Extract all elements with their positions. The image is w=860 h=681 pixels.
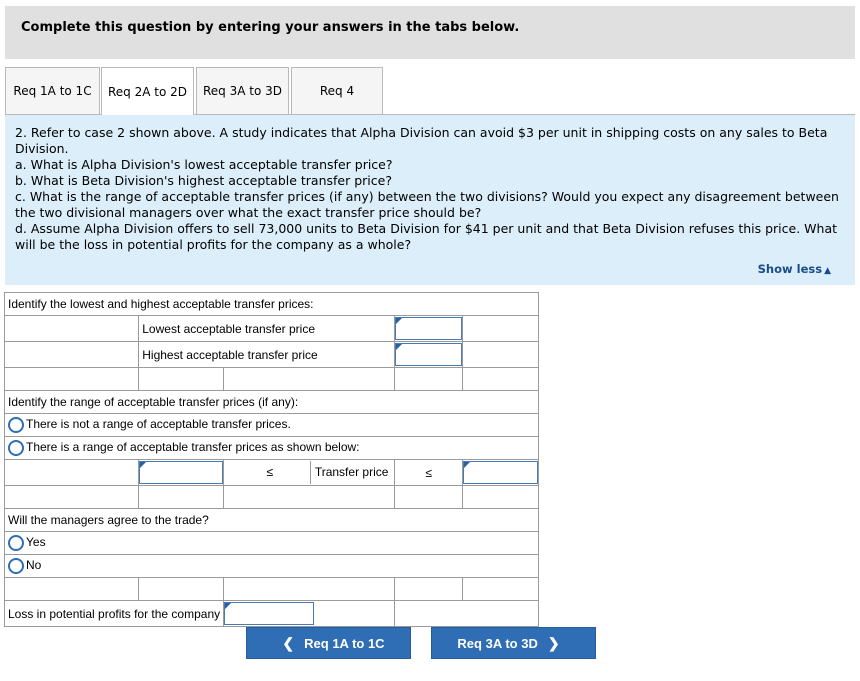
show-less-link[interactable] bbox=[758, 262, 831, 276]
yes-radio[interactable] bbox=[8, 535, 24, 551]
no-radio[interactable] bbox=[8, 558, 24, 574]
section1-title: Identify the lowest and highest acceptable transfer prices: bbox=[5, 293, 539, 316]
transfer-price-label: Transfer price bbox=[310, 461, 389, 484]
spacer-row bbox=[5, 368, 539, 391]
leq-symbol-right: ≤ bbox=[395, 460, 463, 486]
no-row bbox=[5, 555, 539, 578]
chevron-left-icon: ❮ bbox=[282, 634, 295, 651]
question-part-c: c. What is the range of acceptable transfer prices (if any) between the two divisions? Would you expect any disagreement between the two divisional managers over what the exact transfer price should be? bbox=[15, 189, 839, 220]
tab-req-2a-2d[interactable] bbox=[101, 67, 194, 115]
yes-label: Yes bbox=[26, 535, 46, 550]
next-req-button[interactable] bbox=[431, 627, 596, 659]
question-intro: 2. Refer to case 2 shown above. A study indicates that Alpha Division can avoid $3 per unit in shipping costs on any sales to Beta Division. bbox=[15, 125, 828, 156]
chevron-right-icon: ❯ bbox=[547, 634, 560, 651]
loss-label: Loss in potential profits for the company bbox=[5, 601, 224, 627]
tab-label: Req 2A to 2D bbox=[107, 84, 187, 99]
section3-title: Will the managers agree to the trade? bbox=[5, 509, 539, 532]
highest-price-row bbox=[5, 342, 539, 368]
instruction-banner bbox=[5, 6, 855, 59]
section3-title-row bbox=[5, 509, 539, 532]
range-label: There is a range of acceptable transfer prices as shown below: bbox=[26, 440, 360, 455]
highest-price-label: Highest acceptable transfer price bbox=[139, 342, 395, 368]
question-part-d: d. Assume Alpha Division offers to sell 73,000 units to Beta Division for $41 per unit and that Beta Division refuses this price. What will be the loss in potential profits for the company as a whole? bbox=[15, 221, 838, 252]
section2-title: Identify the range of acceptable transfer prices (if any): bbox=[5, 391, 539, 414]
range-high-input[interactable] bbox=[463, 461, 538, 484]
lowest-price-row bbox=[5, 316, 539, 342]
tab-req-3a-3d[interactable] bbox=[196, 67, 289, 114]
question-part-a: a. What is Alpha Division's lowest acceptable transfer price? bbox=[15, 157, 393, 172]
tab-label: Req 4 bbox=[319, 84, 355, 98]
loss-input[interactable] bbox=[224, 602, 314, 625]
no-range-label: There is not a range of acceptable transfer prices. bbox=[26, 417, 291, 432]
answer-table bbox=[4, 292, 539, 627]
lowest-price-input[interactable] bbox=[395, 317, 462, 340]
section1-title-row bbox=[5, 293, 539, 316]
spacer-row-3 bbox=[5, 578, 539, 601]
spacer-row-2 bbox=[5, 486, 539, 509]
tab-label: Req 1A to 1C bbox=[13, 84, 92, 98]
range-radio[interactable] bbox=[8, 440, 24, 456]
loss-row bbox=[5, 601, 539, 627]
range-row bbox=[5, 437, 539, 460]
no-range-row bbox=[5, 414, 539, 437]
range-low-input[interactable] bbox=[139, 461, 223, 484]
tab-label: Req 3A to 3D bbox=[202, 84, 282, 98]
highest-price-input[interactable] bbox=[395, 343, 462, 366]
section2-title-row bbox=[5, 391, 539, 414]
tab-req-4[interactable] bbox=[291, 67, 383, 114]
triangle-up-icon: ▲ bbox=[824, 266, 831, 276]
question-text bbox=[15, 125, 845, 253]
leq-symbol-left: ≤ bbox=[266, 464, 274, 479]
range-inputs-row bbox=[5, 460, 539, 486]
question-panel bbox=[5, 115, 855, 285]
show-less-label: Show less bbox=[757, 262, 823, 276]
lowest-price-label: Lowest acceptable transfer price bbox=[139, 316, 395, 342]
prev-req-button[interactable] bbox=[246, 627, 411, 659]
next-req-label: Req 3A to 3D bbox=[457, 635, 538, 651]
prev-req-label: Req 1A to 1C bbox=[304, 635, 385, 651]
yes-row bbox=[5, 532, 539, 555]
question-part-b: b. What is Beta Division's highest acceptable transfer price? bbox=[15, 173, 392, 188]
no-range-radio[interactable] bbox=[8, 417, 24, 433]
no-label: No bbox=[26, 558, 42, 573]
tab-req-1a-1c[interactable] bbox=[5, 67, 100, 114]
instruction-text: Complete this question by entering your answers in the tabs below. bbox=[21, 20, 520, 35]
